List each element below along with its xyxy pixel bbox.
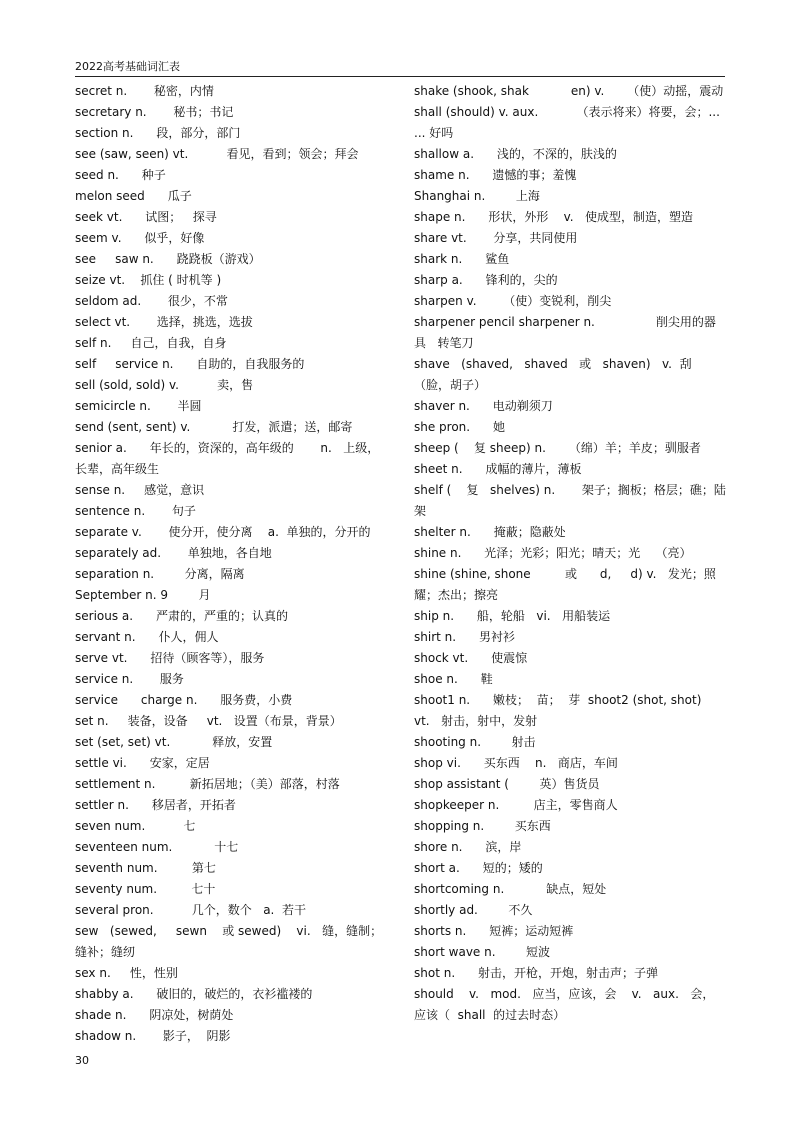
vocab-entry: sex n. 性，性别 (75, 966, 178, 980)
vocab-entry: shoe n. 鞋 (414, 672, 493, 686)
vocab-entry: shave (shaved, shaved 或 shaven) v. 刮（脸，胡子） (414, 357, 692, 392)
vocab-entry: shallow a. 浅的，不深的，肤浅的 (414, 147, 617, 161)
vocab-entry: settle vi. 安家，定居 (75, 756, 210, 770)
vocab-entry: ship n. 船，轮船 vi. 用船装运 (414, 609, 611, 623)
vocab-entry: sharpener pencil sharpener n. 削尖用的器具 转笔刀 (414, 315, 716, 350)
vocab-entry: share vt. 分享，共同使用 (414, 231, 578, 245)
vocab-entry: separation n. 分离，隔离 (75, 567, 245, 581)
vocab-entry: shop assistant ( 英）售货员 (414, 777, 600, 791)
vocab-entry: shelter n. 掩蔽；隐蔽处 (414, 525, 566, 539)
vocab-entry: short wave n. 短波 (414, 945, 551, 959)
vocab-entry: sew (sewed, sewn 或 sewed) vi. 缝，缝制；缝补；缝纫 (75, 924, 383, 959)
vocab-entry: shock vt. 使震惊 (414, 651, 528, 665)
vocab-entry: shabby a. 破旧的，破烂的，衣衫褴褛的 (75, 987, 313, 1001)
vocab-entry: sharpen v. （使）变锐利，削尖 (414, 294, 612, 308)
vocab-entry: seventy num. 七十 (75, 882, 216, 896)
left-column (75, 81, 385, 1047)
vocab-entry: seldom ad. 很少，不常 (75, 294, 228, 308)
vocab-entry: sentence n. 句子 (75, 504, 196, 518)
page-header-title: 2022高考基础词汇表 (75, 60, 180, 73)
vocab-entry: sharp a. 锋利的，尖的 (414, 273, 558, 287)
vocab-entry: several pron. 几个，数个 a. 若干 (75, 903, 306, 917)
vocab-entry: shame n. 遗憾的事；羞愧 (414, 168, 577, 182)
vocab-entry: shopping n. 买东西 (414, 819, 551, 833)
vocab-entry: serious a. 严肃的，严重的；认真的 (75, 609, 288, 623)
vocab-entry: semicircle n. 半圆 (75, 399, 202, 413)
vocab-entry: shelf ( 复 shelves) n. 架子；搁板；格层；礁；陆架 (414, 483, 726, 518)
vocab-entry: shirt n. 男衬衫 (414, 630, 515, 644)
vocab-entry: seventh num. 第七 (75, 861, 216, 875)
vocab-entry: service n. 服务 (75, 672, 184, 686)
vocab-entry: shortly ad. 不久 (414, 903, 533, 917)
vocab-entry: she pron. 她 (414, 420, 505, 434)
vocab-entry: senior a. 年长的，资深的，高年级的 n. 上级，长辈，高年级生 (75, 441, 380, 476)
vocab-entry: shopkeeper n. 店主，零售商人 (414, 798, 618, 812)
right-column (414, 81, 726, 1026)
vocab-entry: settler n. 移居者，开拓者 (75, 798, 236, 812)
vocab-entry: shake (shook, shak en) v. （使）动摇，震动 (414, 84, 724, 98)
vocab-entry: shore n. 滨，岸 (414, 840, 522, 854)
vocab-entry: see saw n. 跷跷板（游戏） (75, 252, 261, 266)
vocab-entry: sheep ( 复 sheep) n. （绵）羊；羊皮；驯服者 (414, 441, 701, 455)
vocab-entry: shaver n. 电动剃须刀 (414, 399, 553, 413)
vocab-entry: seem v. 似乎，好像 (75, 231, 205, 245)
vocab-entry: should v. mod. 应当，应该，会 v. aux. 会，应该（ shall 的过去时态） (414, 987, 715, 1022)
vocab-entry: shape n. 形状，外形 v. 使成型，制造，塑造 (414, 210, 694, 224)
vocab-entry: service charge n. 服务费，小费 (75, 693, 293, 707)
page-number: 30 (75, 1054, 89, 1067)
vocab-entry: secretary n. 秘书；书记 (75, 105, 234, 119)
vocab-entry: sense n. 感觉，意识 (75, 483, 205, 497)
vocab-entry: shadow n. 影子， 阴影 (75, 1029, 231, 1043)
vocab-entry: set (set, set) vt. 释放，安置 (75, 735, 273, 749)
vocab-entry: melon seed 瓜子 (75, 189, 192, 203)
vocab-entry: self service n. 自助的，自我服务的 (75, 357, 305, 371)
vocab-entry: shoot1 n. 嫩枝； 苗； 芽 shoot2 (shot, shot) (414, 693, 702, 707)
vocab-entry: vt. 射击，射中，发射 (414, 714, 538, 728)
vocab-entry: shooting n. 射击 (414, 735, 536, 749)
vocab-entry: seventeen num. 十七 (75, 840, 239, 854)
vocab-entry: separate v. 使分开，使分离 a. 单独的，分开的 (75, 525, 371, 539)
vocab-entry: sell (sold, sold) v. 卖，售 (75, 378, 254, 392)
vocab-entry: shade n. 阴凉处，树荫处 (75, 1008, 234, 1022)
vocab-entry: set n. 装备，设备 vt. 设置（布景，背景） (75, 714, 342, 728)
vocab-entry: secret n. 秘密，内情 (75, 84, 214, 98)
vocab-entry: select vt. 选择，挑选，选拔 (75, 315, 253, 329)
vocab-entry: shortcoming n. 缺点，短处 (414, 882, 607, 896)
vocab-entry: shall (should) v. aux. （表示将来）将要，会；... ... 好吗 (414, 105, 724, 140)
vocab-entry: seed n. 种子 (75, 168, 166, 182)
vocab-entry: see (saw, seen) vt. 看见，看到；领会；拜会 (75, 147, 359, 161)
vocab-entry: shine n. 光泽；光彩；阳光；晴天；光 （亮） (414, 546, 692, 560)
vocab-entry: servant n. 仆人，佣人 (75, 630, 219, 644)
vocab-entry: seek vt. 试图； 探寻 (75, 210, 217, 224)
vocab-entry: sheet n. 成幅的薄片，薄板 (414, 462, 582, 476)
vocab-entry: September n. 9 月 (75, 588, 211, 602)
vocab-entry: shark n. 鲨鱼 (414, 252, 510, 266)
vocab-entry: serve vt. 招待（顾客等），服务 (75, 651, 265, 665)
vocab-entry: self n. 自己，自我，自身 (75, 336, 227, 350)
header-rule (75, 76, 725, 77)
vocab-entry: settlement n. 新拓居地；（美）部落，村落 (75, 777, 340, 791)
vocab-entry: shorts n. 短裤；运动短裤 (414, 924, 574, 938)
vocab-entry: section n. 段，部分，部门 (75, 126, 241, 140)
vocab-entry: Shanghai n. 上海 (414, 189, 540, 203)
vocab-entry: send (sent, sent) v. 打发，派遣；送，邮寄 (75, 420, 353, 434)
vocab-entry: short a. 短的；矮的 (414, 861, 543, 875)
vocab-entry: shot n. 射击，开枪，开炮，射击声；子弹 (414, 966, 659, 980)
vocab-entry: shop vi. 买东西 n. 商店，车间 (414, 756, 618, 770)
vocab-entry: seize vt. 抓住 ( 时机等 ) (75, 273, 222, 287)
vocab-entry: shine (shine, shone 或 d, d) v. 发光；照耀；杰出；擦亮 (414, 567, 716, 602)
vocab-entry: separately ad. 单独地，各自地 (75, 546, 272, 560)
vocab-entry: seven num. 七 (75, 819, 196, 833)
